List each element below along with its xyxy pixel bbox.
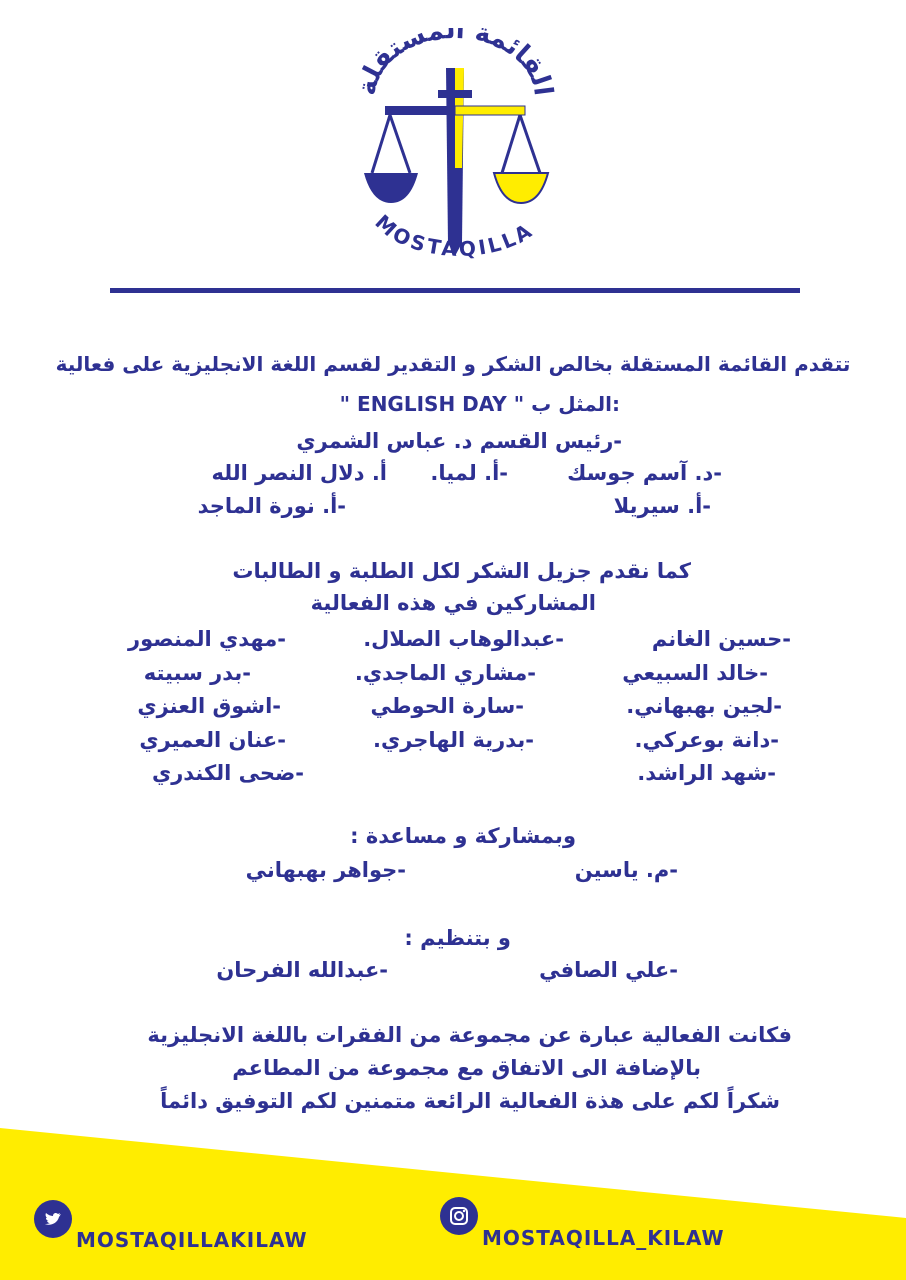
closing-line-2: بالإضافة الى الاتفاق مع مجموعة من المطاعم — [232, 1056, 701, 1080]
twitter-handle[interactable]: MOSTAQILLAKILAW — [76, 1228, 308, 1252]
student-name: -مهدي المنصور — [128, 627, 286, 651]
student-name: -دانة بوعركي. — [634, 728, 779, 752]
staff-row1-item3: أ. دلال النصر الله — [211, 461, 387, 485]
staff-row1-item1: -د. آسم جوسك — [567, 461, 722, 485]
student-name: -حسين الغانم — [651, 627, 791, 651]
staff-row2-item1: -أ. سيريلا — [613, 494, 711, 518]
student-name: -سارة الحوطي — [370, 694, 524, 718]
mostaqilla-logo — [350, 28, 560, 278]
assist-name: -م. ياسين — [574, 858, 678, 882]
assist-name: -جواهر بهبهاني — [245, 858, 406, 882]
student-name: -خالد السبيعي — [622, 661, 768, 685]
student-name: -لجين بهبهاني. — [626, 694, 782, 718]
organize-name: -عبدالله الفرحان — [216, 958, 388, 982]
student-name: -ضحى الكندري — [151, 761, 304, 785]
students-heading-line-1: كما نقدم جزيل الشكر لكل الطلبة و الطالبات — [232, 559, 691, 583]
student-name: -اشوق العنزي — [137, 694, 281, 718]
staff-row2-item2: -أ. نورة الماجد — [197, 494, 346, 518]
closing-line-1: فكانت الفعالية عبارة عن مجموعة من الفقرات باللغة الانجليزية — [147, 1023, 792, 1047]
students-heading-line-2: المشاركين في هذه الفعالية — [310, 591, 596, 615]
organize-name: -علي الصافي — [539, 958, 678, 982]
student-name: -بدر سبيته — [143, 661, 251, 685]
logo-arabic-name: القائمة المستقلة — [351, 28, 558, 98]
logo-latin-name: MOSTAQILLA — [370, 209, 539, 262]
student-name: -بدرية الهاجري. — [372, 728, 534, 752]
intro-line-1: تتقدم القائمة المستقلة بخالص الشكر و التقدير لقسم اللغة الانجليزية على فعالية — [55, 352, 851, 376]
student-name: -شهد الراشد. — [637, 761, 776, 785]
instagram-icon[interactable] — [440, 1197, 478, 1235]
twitter-icon[interactable] — [34, 1200, 72, 1238]
staff-head: -رئيس القسم د. عباس الشمري — [296, 429, 622, 453]
student-name: -مشاري الماجدي. — [354, 661, 536, 685]
intro-line-2: :المثل ب " ENGLISH DAY " — [339, 392, 620, 416]
assist-heading: وبمشاركة و مساعدة : — [350, 824, 576, 848]
instagram-handle[interactable]: MOSTAQILLA_KILAW — [482, 1226, 725, 1250]
student-name: -عبدالوهاب الصلال. — [363, 627, 564, 651]
organize-heading: و بتنظيم : — [404, 926, 511, 950]
student-name: -عنان العميري — [139, 728, 286, 752]
header-divider — [110, 288, 800, 293]
staff-row1-item2: -أ. لميا. — [430, 461, 508, 485]
closing-line-3: شكراً لكم على هذة الفعالية الرائعة متمنين لكم التوفيق دائماً — [160, 1089, 780, 1113]
